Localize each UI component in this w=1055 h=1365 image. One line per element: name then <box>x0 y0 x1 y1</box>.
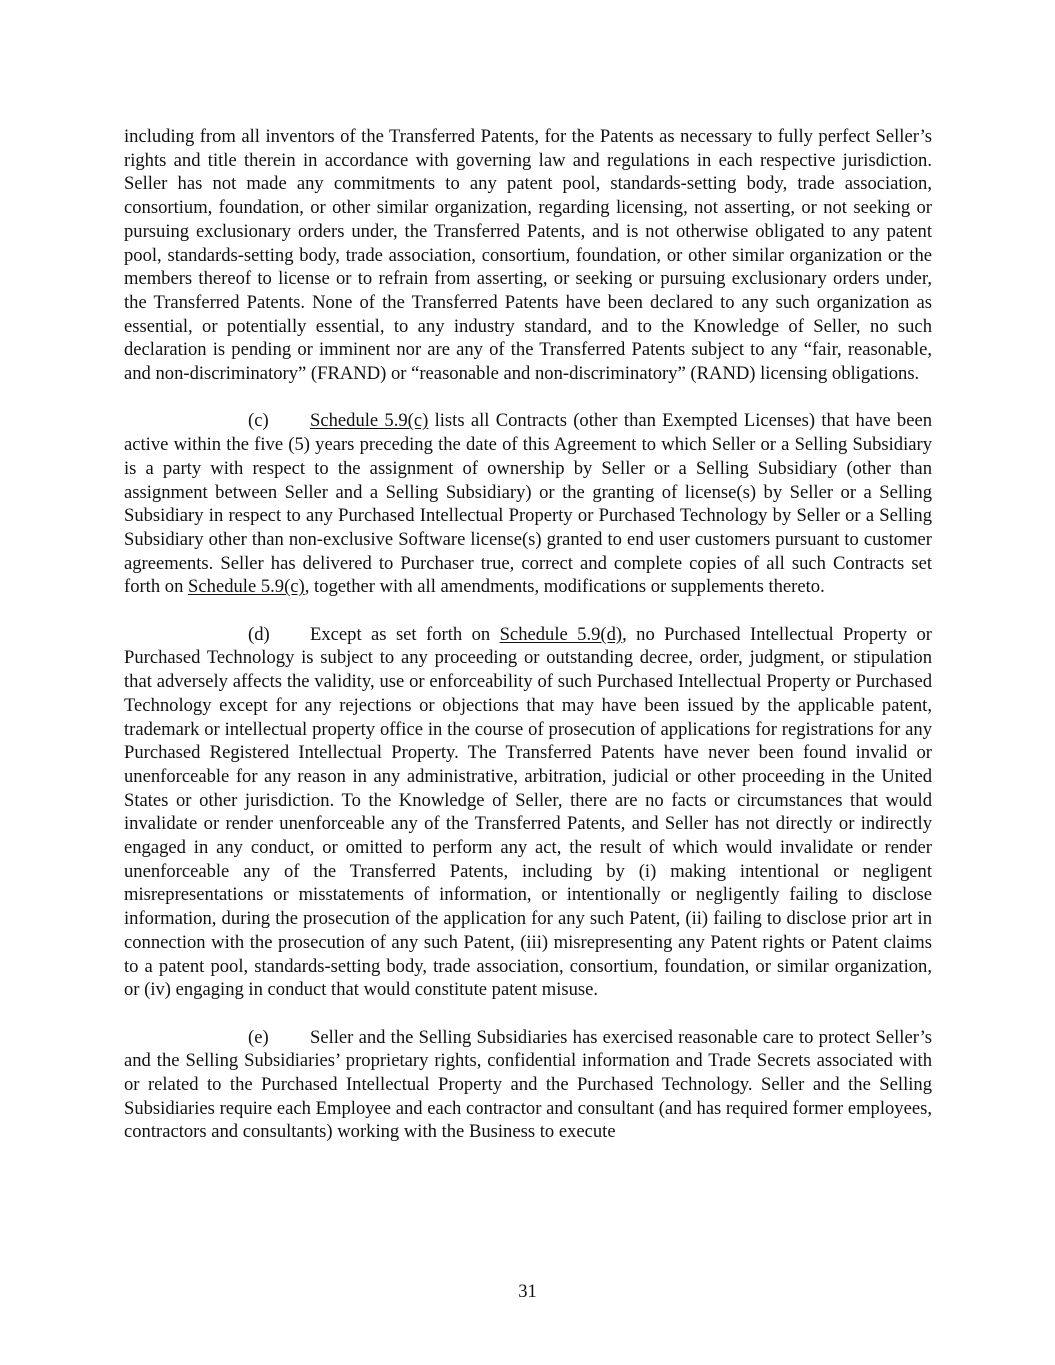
clause-label: (c) <box>248 410 269 432</box>
schedule-reference: Schedule 5.9(d) <box>499 623 623 645</box>
schedule-reference: Schedule 5.9(c) <box>310 410 429 432</box>
paragraph-text: , together with all amendments, modifications or supplements thereto. <box>304 576 825 598</box>
page-number: 31 <box>518 1281 537 1302</box>
clause-label: (e) <box>248 1026 269 1048</box>
document-body <box>124 125 932 1144</box>
paragraph-c <box>124 409 932 599</box>
paragraph-text: including from all inventors of the Transferred Patents, for the Patents as necessary to fully perfect Seller’s rights and title therein in accordance with governing law and regulations in each respective jurisdiction. Seller has not made any commitments to any patent pool, standards-setting body, trade association, consortium, foundation, or other similar organization, regarding licensing, not asserting, or not seeking or pursuing exclusionary orders under, the Transferred Patents, and is not otherwise obligated to any patent pool, standards-setting body, trade association, consortium, foundation, or other similar organization or the members thereof to license or to refrain from asserting, or seeking or pursuing exclusionary orders under, the Transferred Patents. None of the Transferred Patents have been declared to any such organization as essential, or potentially essential, to any industry standard, and to the Knowledge of Seller, no such declaration is pending or imminent nor are any of the Transferred Patents subject to any “fair, reasonable, and non-discriminatory” (FRAND) or “reasonable and non-discriminatory” (RAND) licensing obligations. <box>124 126 932 385</box>
schedule-reference: Schedule 5.9(c) <box>188 576 305 598</box>
paragraph-text: lists all Contracts (other than Exempted Licenses) that have been active within the five (5) years preceding the date of this Agreement to which Seller or a Selling Subsidiary is a party with respect to the assignment of ownership by Seller or a Selling Subsidiary (other than assignment between Seller and a Selling Subsidiary) or the granting of license(s) by Seller or a Selling Subsidiary in respect to any Purchased Intellectual Property or Purchased Technology by Seller or a Selling Subsidiary other than non-exclusive Software license(s) granted to end user customers pursuant to customer agreements. Seller has delivered to Purchaser true, correct and complete copies of all such Contracts set forth on <box>124 410 932 598</box>
paragraph-text: Seller and the Selling Subsidiaries has exercised reasonable care to protect Seller’s and the Selling Subsidiaries’ proprietary rights, confidential information and Trade Secrets associated with or related to the Purchased Intellectual Property and the Purchased Technology. Seller and the Selling Subsidiaries require each Employee and each contractor and consultant (and has required former employees, contractors and consultants) working with the Business to execute <box>124 1026 932 1143</box>
clause-label: (d) <box>248 623 270 645</box>
paragraph-text: Except as set forth on <box>310 623 500 645</box>
paragraph-continuation <box>124 125 932 386</box>
paragraph-text: , no Purchased Intellectual Property or Purchased Technology is subject to any proceeding or outstanding decree, order, judgment, or stipulation that adversely affects the validity, use or enforceability of such Purchased Intellectual Property or Purchased Technology except for any rejections or objections that may have been issued by the applicable patent, trademark or intellectual property office in the course of prosecution of applications for registrations for any Purchased Registered Intellectual Property. The Transferred Patents have never been found invalid or unenforceable for any reason in any administrative, arbitration, judicial or other proceeding in the United States or other jurisdiction. To the Knowledge of Seller, there are no facts or circumstances that would invalidate or render unenforceable any of the Transferred Patents, and Seller has not directly or indirectly engaged in any conduct, or omitted to perform any act, the result of which would invalidate or render unenforceable any of the Transferred Patents, including by (i) making intentional or negligent misrepresentations or misstatements of information, or intentionally or negligently failing to disclose information, during the prosecution of the application for any such Patent, (ii) failing to disclose prior art in connection with the prosecution of any such Patent, (iii) misrepresenting any Patent rights or Patent claims to a patent pool, standards-setting body, trade association, consortium, foundation, or similar organization, or (iv) engaging in conduct that would constitute patent misuse. <box>124 623 932 1001</box>
paragraph-e <box>124 1026 932 1145</box>
paragraph-d <box>124 623 932 1002</box>
